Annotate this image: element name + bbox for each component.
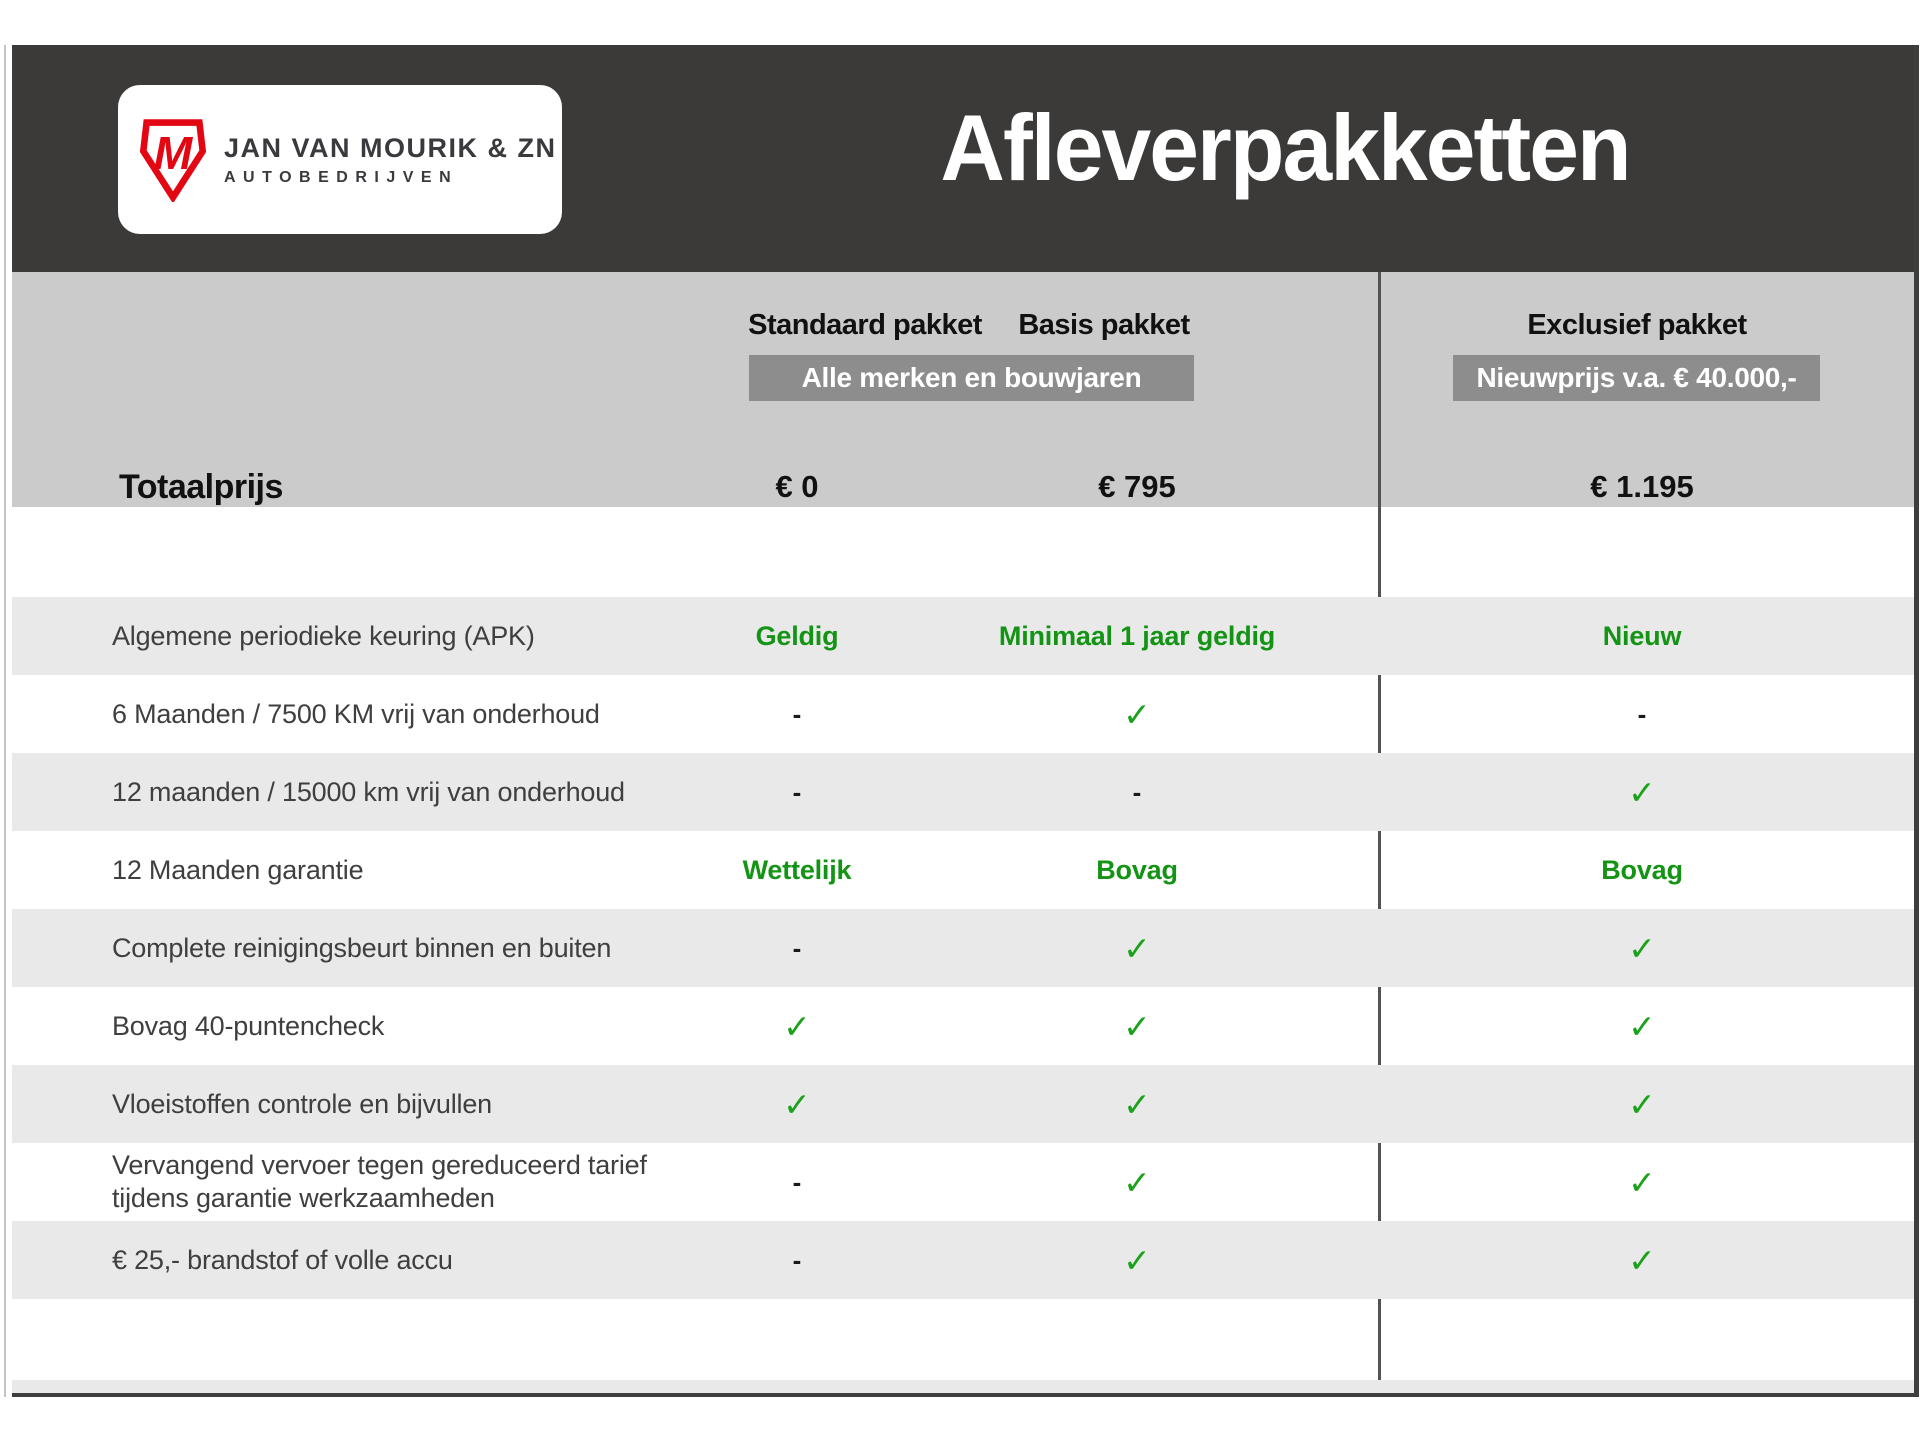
totals-label: Totaalprijs bbox=[119, 467, 283, 506]
page-title: Afleverpakketten bbox=[940, 95, 1630, 200]
cell-exclusief: Bovag bbox=[1601, 854, 1683, 885]
cell-basis: ✓ bbox=[1123, 1085, 1151, 1123]
cell-basis: Minimaal 1 jaar geldig bbox=[998, 620, 1276, 651]
table-row bbox=[12, 1065, 1914, 1143]
cell-exclusief: ✓ bbox=[1628, 1241, 1656, 1279]
total-exclusief: € 1.195 bbox=[1590, 469, 1694, 504]
logo-card bbox=[118, 85, 562, 234]
cell-basis: Bovag bbox=[1096, 854, 1178, 885]
cell-exclusief: ✓ bbox=[1628, 1085, 1656, 1123]
badge-exclusief-price: Nieuwprijs v.a. € 40.000,- bbox=[1453, 355, 1820, 401]
column-header-standaard: Standaard pakket bbox=[748, 308, 982, 341]
column-header-exclusief: Exclusief pakket bbox=[1527, 308, 1747, 341]
row-label: Complete reinigingsbeurt binnen en buiten bbox=[112, 932, 612, 963]
table-row bbox=[12, 1143, 1914, 1221]
cell-basis: ✓ bbox=[1123, 695, 1151, 733]
row-label: 12 Maanden garantie bbox=[112, 854, 364, 885]
row-label: Algemene periodieke keuring (APK) bbox=[112, 620, 535, 651]
table-row bbox=[12, 987, 1914, 1065]
logo-name: JAN VAN MOURIK & ZN bbox=[224, 132, 557, 163]
total-standaard: € 0 bbox=[775, 469, 819, 504]
table-row bbox=[12, 831, 1914, 909]
right-border bbox=[1914, 45, 1919, 1397]
cell-standaard: ✓ bbox=[783, 1007, 811, 1045]
logo-shield-icon bbox=[140, 118, 206, 202]
cell-standaard: Wettelijk bbox=[742, 854, 852, 885]
cell-standaard: - bbox=[792, 1244, 802, 1275]
cell-standaard: Geldig bbox=[755, 620, 839, 651]
cell-basis: ✓ bbox=[1123, 1241, 1151, 1279]
table-row bbox=[12, 675, 1914, 753]
badge-all-brands: Alle merken en bouwjaren bbox=[749, 355, 1194, 401]
cell-exclusief: ✓ bbox=[1628, 1163, 1656, 1201]
row-label: Vervangend vervoer tegen gereduceerd tarief tijdens garantie werkzaamheden bbox=[112, 1150, 647, 1213]
logo-monogram: M bbox=[153, 126, 193, 179]
table-row bbox=[12, 1221, 1914, 1299]
cell-standaard: - bbox=[792, 698, 802, 729]
table-row bbox=[12, 597, 1914, 675]
cell-exclusief: ✓ bbox=[1628, 773, 1656, 811]
cell-basis: - bbox=[1132, 776, 1142, 807]
row-label: Vloeistoffen controle en bijvullen bbox=[112, 1088, 492, 1119]
cell-exclusief: - bbox=[1637, 698, 1647, 729]
cell-exclusief: Nieuw bbox=[1602, 620, 1682, 651]
row-label: 6 Maanden / 7500 KM vrij van onderhoud bbox=[112, 698, 600, 729]
table-row bbox=[12, 909, 1914, 987]
bottom-border bbox=[12, 1393, 1919, 1397]
row-label: € 25,- brandstof of volle accu bbox=[112, 1244, 453, 1275]
cell-standaard: - bbox=[792, 932, 802, 963]
cell-exclusief: ✓ bbox=[1628, 1007, 1656, 1045]
row-label: 12 maanden / 15000 km vrij van onderhoud bbox=[112, 776, 625, 807]
bottom-row-strip bbox=[12, 1380, 1914, 1393]
left-border-line bbox=[4, 45, 6, 1397]
cell-basis: ✓ bbox=[1123, 1163, 1151, 1201]
cell-standaard: - bbox=[792, 1166, 802, 1197]
row-label: Bovag 40-puntencheck bbox=[112, 1010, 385, 1041]
cell-standaard: ✓ bbox=[783, 1085, 811, 1123]
cell-standaard: - bbox=[792, 776, 802, 807]
logo-subtitle: AUTOBEDRIJVEN bbox=[224, 168, 459, 186]
cell-basis: ✓ bbox=[1123, 929, 1151, 967]
total-basis: € 795 bbox=[1098, 469, 1176, 504]
cell-exclusief: ✓ bbox=[1628, 929, 1656, 967]
cell-basis: ✓ bbox=[1123, 1007, 1151, 1045]
table-row bbox=[12, 753, 1914, 831]
column-header-basis: Basis pakket bbox=[1018, 308, 1190, 341]
logo-text bbox=[224, 133, 557, 187]
